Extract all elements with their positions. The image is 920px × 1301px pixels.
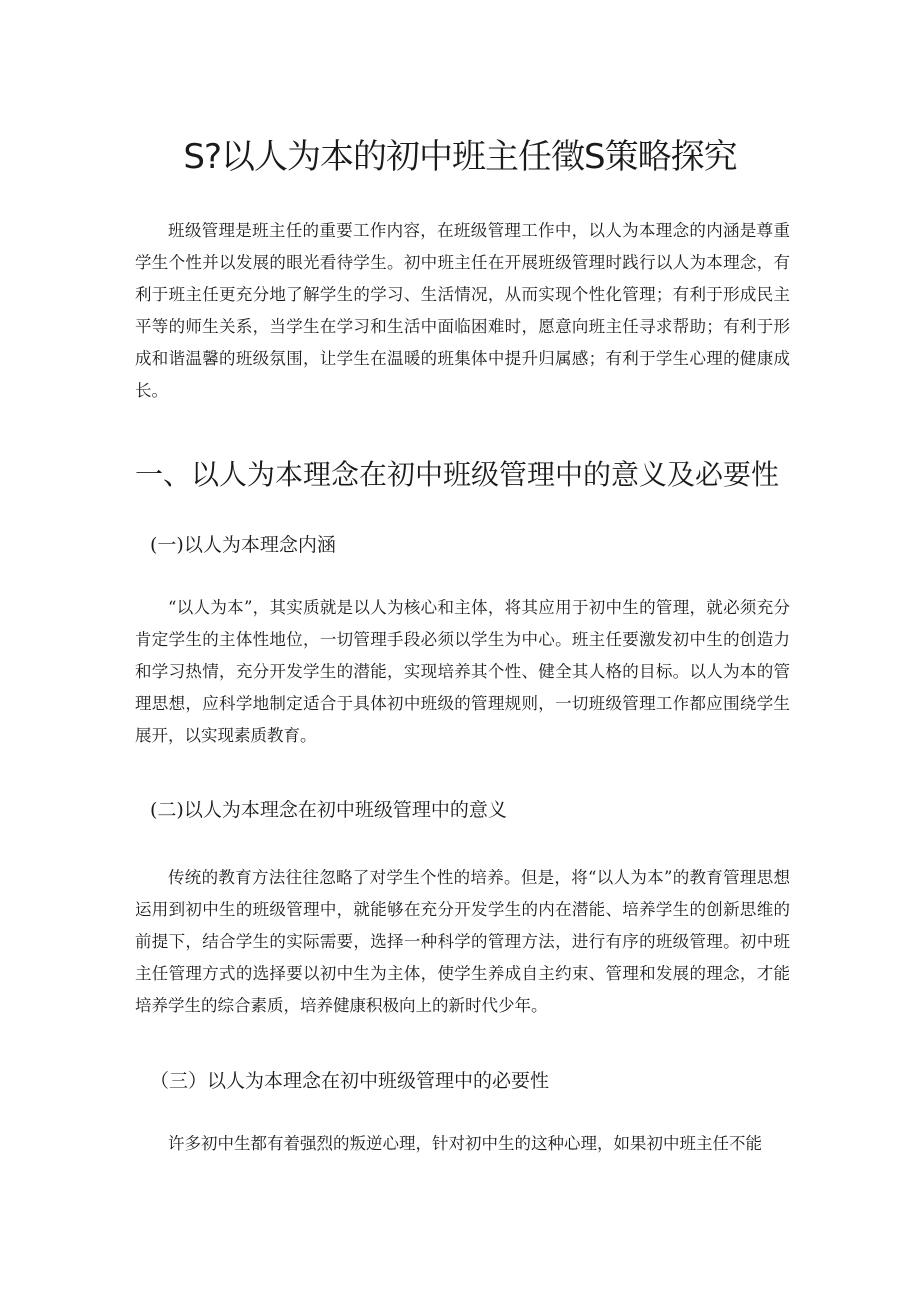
- subsection-heading-1: (一)以人为本理念内涵: [150, 534, 336, 556]
- subsection-heading-2: (二)以人为本理念在初中班级管理中的意义: [150, 799, 507, 821]
- subsection-paragraph-2: 传统的教育方法往往忽略了对学生个性的培养。但是，将“以人为本”的教育管理思想运用到初中生的班级管理中，就能够在充分开发学生的内在潜能、培养学生的创新思维的前提下，结合学生的实际需要，选择一种科学的管理方法，进行有序的班级管理。初中班主任管理方式的选择要以初中生为主体，使学生养成自主约束、管理和发展的理念，才能培养学生的综合素质，培养健康积极向上的新时代少年。: [135, 868, 790, 1015]
- subsection-paragraph-3: 许多初中生都有着强烈的叛逆心理，针对初中生的这种心理，如果初中班主任不能: [168, 1134, 762, 1153]
- subsection-paragraph-1: “以人为本”，其实质就是以人为核心和主体，将其应用于初中生的管理，就必须充分肯定学生的主体性地位，一切管理手段必须以学生为中心。班主任要激发初中生的创造力和学习热情，充分开发学生的潜能，实现培养其个性、健全其人格的目标。以人为本的管理思想，应科学地制定适合于具体初中班级的管理规则，一切班级管理工作都应围绕学生展开，以实现素质教育。: [135, 598, 790, 745]
- intro-paragraph: 班级管理是班主任的重要工作内容，在班级管理工作中，以人为本理念的内涵是尊重学生个性并以发展的眼光看待学生。初中班主任在开展班级管理时践行以人为本理念，有利于班主任更充分地了解学生的学习、生活情况，从而实现个性化管理；有利于形成民主平等的师生关系，当学生在学习和生活中面临困难时，愿意向班主任寻求帮助；有利于形成和谐温馨的班级氛围，让学生在温暖的班集体中提升归属感；有利于学生心理的健康成长。: [135, 221, 790, 400]
- subsection-heading-3: （三）以人为本理念在初中班级管理中的必要性: [150, 1070, 550, 1092]
- document-title: S?以人为本的初中班主任徵S策略探究: [183, 137, 737, 177]
- section-heading: 一、以人为本理念在初中班级管理中的意义及必要性: [135, 458, 780, 491]
